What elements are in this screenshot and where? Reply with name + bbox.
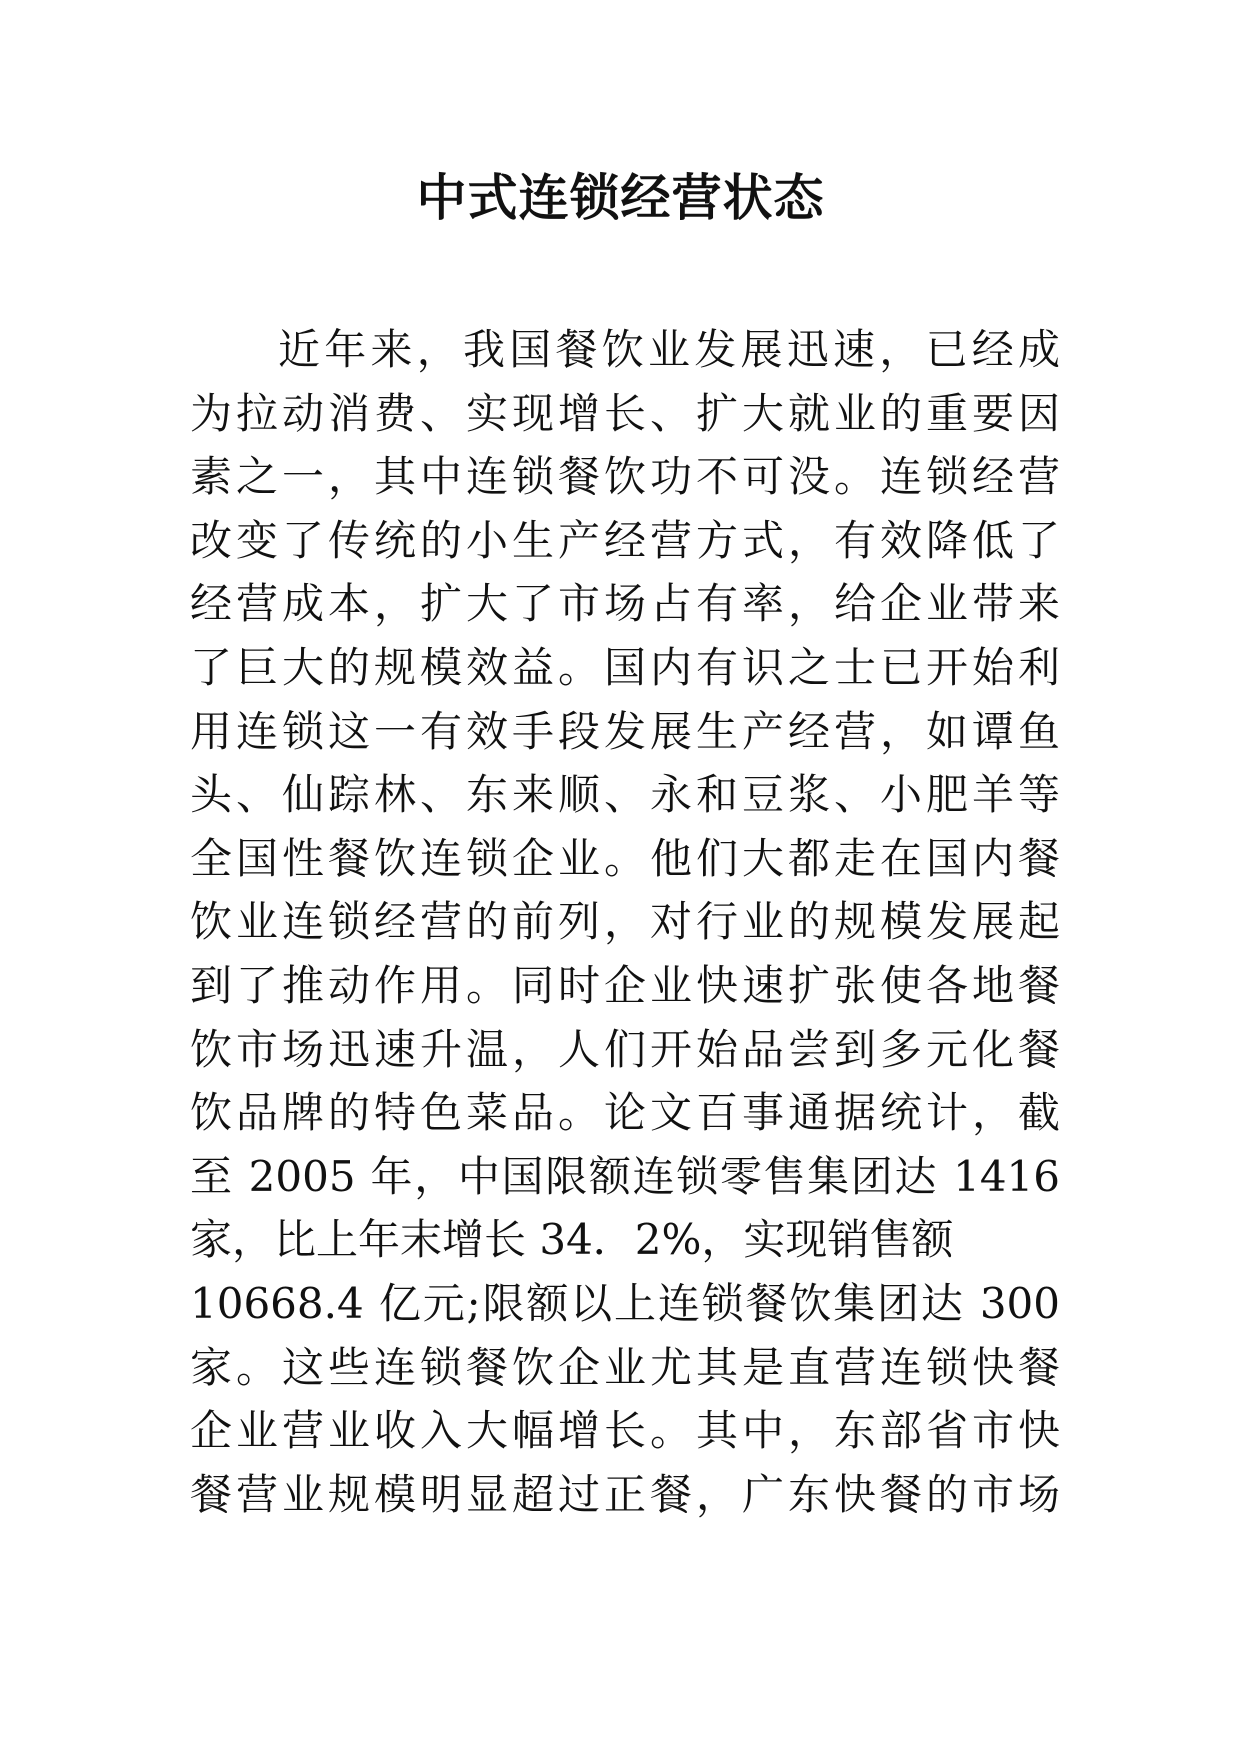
paragraph-line: 家。这些连锁餐饮企业尤其是直营连锁快餐 <box>190 1342 1060 1392</box>
paragraph-line: 用连锁这一有效手段发展生产经营，如谭鱼 <box>190 706 1060 756</box>
paragraph-line: 饮品牌的特色菜品。论文百事通据统计，截 <box>190 1088 1060 1138</box>
paragraph-line: 饮市场迅速升温，人们开始品尝到多元化餐 <box>190 1024 1060 1074</box>
paragraph-line: 到了推动作用。同时企业快速扩张使各地餐 <box>190 960 1060 1010</box>
paragraph-line: 至 2005 年，中国限额连锁零售集团达 1416 <box>190 1151 1060 1201</box>
paragraph-line: 企业营业收入大幅增长。其中，东部省市快 <box>190 1406 1060 1456</box>
paragraph-line: 家，比上年末增长 34．2%，实现销售额 <box>190 1215 954 1265</box>
paragraph-line: 素之一，其中连锁餐饮功不可没。连锁经营 <box>190 452 1060 502</box>
paragraph-line: 改变了传统的小生产经营方式，有效降低了 <box>190 515 1060 565</box>
paragraph-line: 近年来，我国餐饮业发展迅速，已经成 <box>278 325 1060 374</box>
paragraph-line: 头、仙踪林、东来顺、永和豆浆、小肥羊等 <box>190 770 1060 820</box>
paragraph-line: 10668.4 亿元;限额以上连锁餐饮集团达 300 <box>190 1278 1060 1328</box>
paragraph-line: 饮业连锁经营的前列，对行业的规模发展起 <box>190 897 1060 947</box>
body-paragraph <box>190 318 1060 1526</box>
paragraph-line: 为拉动消费、实现增长、扩大就业的重要因 <box>190 388 1060 438</box>
paragraph-line: 了巨大的规模效益。国内有识之士已开始利 <box>190 642 1060 692</box>
document-title: 中式连锁经营状态 <box>416 169 825 227</box>
paragraph-line: 全国性餐饮连锁企业。他们大都走在国内餐 <box>190 833 1060 883</box>
paragraph-line: 经营成本，扩大了市场占有率，给企业带来 <box>190 579 1060 629</box>
paragraph-line: 餐营业规模明显超过正餐，广东快餐的市场 <box>190 1469 1060 1519</box>
